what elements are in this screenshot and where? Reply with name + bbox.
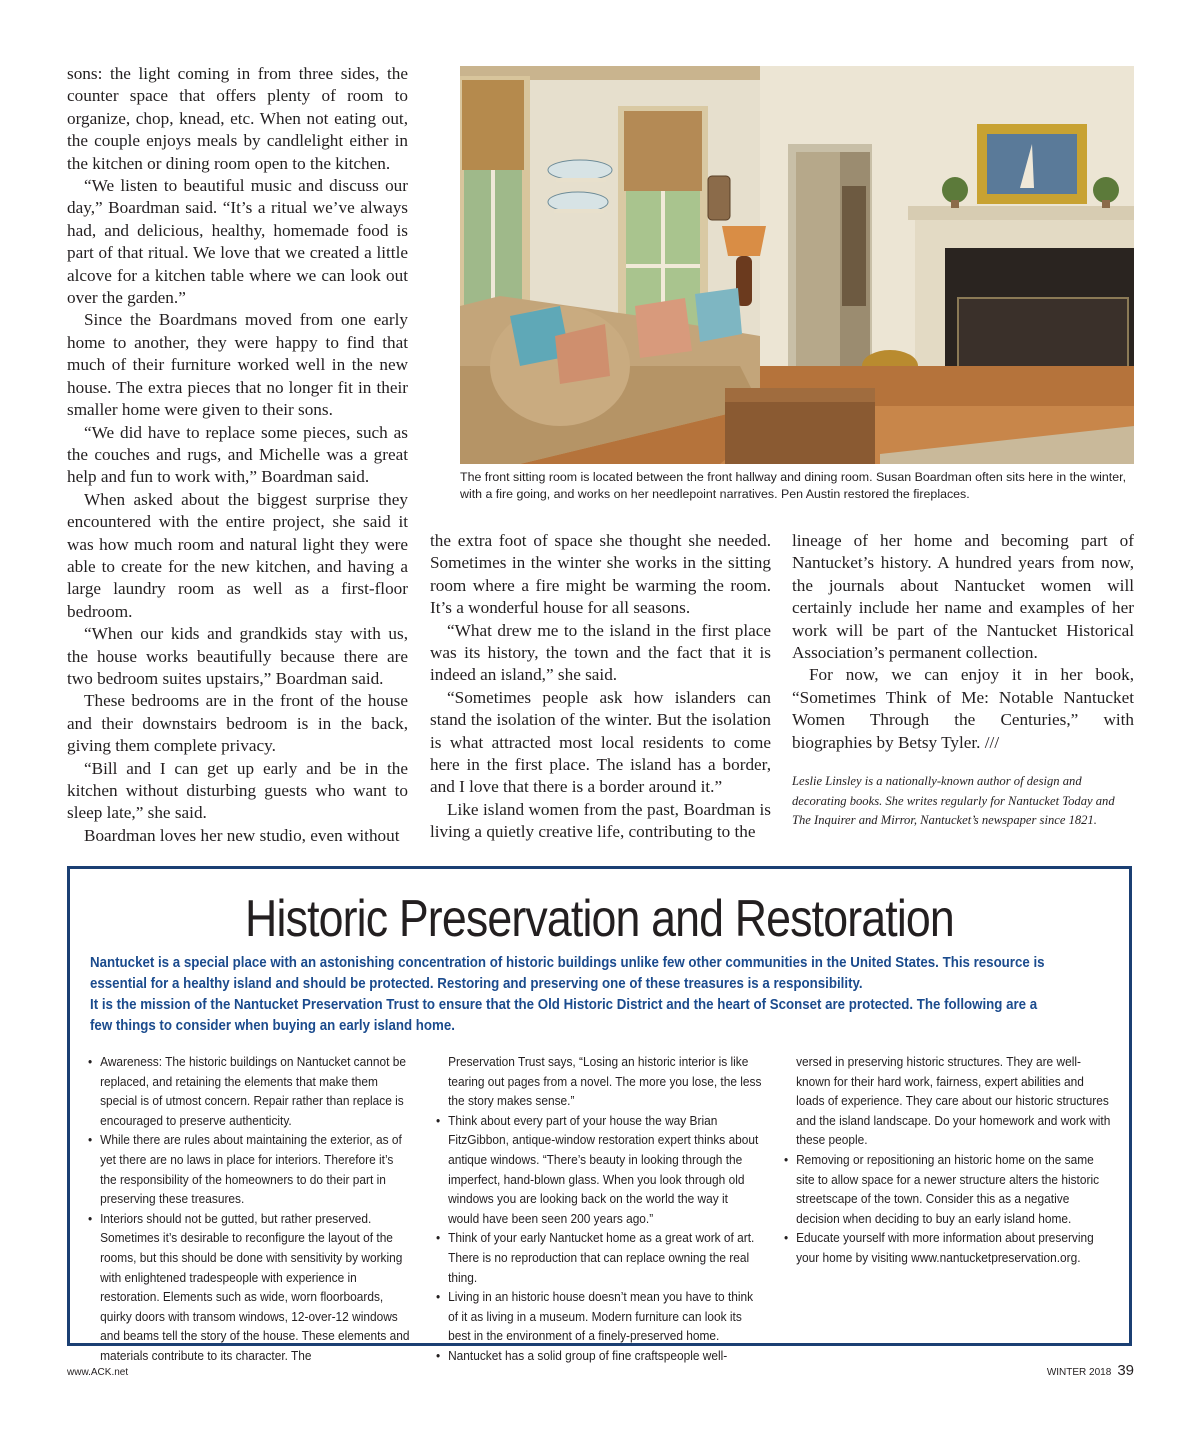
sidebar-column-3 <box>784 1052 1115 1268</box>
list-item: • Living in an historic house doesn’t mean you have to think of it as living in a museum. Modern furniture can look its best in the environment of a finely-preserved home. <box>436 1287 762 1346</box>
footer-issue <box>1047 1362 1134 1379</box>
author-bio: Leslie Linsley is a nationally-known author of design and decorating books. She writes regularly for Nantucket Today and The Inquirer and Mirror, Nantucket’s newspaper since 1821. <box>792 774 1115 828</box>
paragraph: lineage of her home and becoming part of Nantucket’s history. A hundred years from now, the journals about Nantucket women will certainly include her name and examples of her work will be part of the Nantucket Historical Association’s permanent collection. <box>792 531 1134 663</box>
article-column-2 <box>430 530 771 844</box>
paragraph: These bedrooms are in the front of the house and their downstairs bedroom is in the back, giving them complete privacy. <box>67 691 408 756</box>
intro-paragraph: Nantucket is a special place with an astonishing concentration of historic buildings unlike few other communities in the United States. This resource is essential for a healthy island and should be protected. Restoring and preserving one of these treasures is a responsibility. <box>90 955 1045 992</box>
paragraph: “What drew me to the island in the first place was its history, the town and the fact that it is indeed an island,” she said. <box>430 620 771 685</box>
article-column-3 <box>792 530 1134 831</box>
list-item: versed in preserving historic structures. They are well-known for their hard work, fairness, expert abilities and loads of experience. They care about our historic structures and the island landscape. Do your homework and work with these people. <box>796 1054 1111 1148</box>
paragraph: the extra foot of space she thought she needed. Sometimes in the winter she works in the sitting room where a fire might be warming the room. It’s a wonderful house for all seasons. <box>430 531 771 618</box>
article-column-1 <box>67 63 408 847</box>
sitting-room-photo <box>460 66 1134 464</box>
page-number: 39 <box>1117 1362 1134 1379</box>
paragraph: “When our kids and grandkids stay with us, the house works beautifully because there are two bedroom suites upstairs,” Boardman said. <box>67 624 408 688</box>
paragraph: “We listen to beautiful music and discuss our day,” Boardman said. “It’s a ritual we’ve always had, and delicious, healthy, homemade food is part of that ritual. We love that we created a little alcove for a kitchen table where we can look out over the garden.” <box>67 176 408 308</box>
list-item: • Think of your early Nantucket home as a great work of art. There is no reproduction that can replace owning the real thing. <box>436 1228 762 1287</box>
sidebar-title: Historic Preservation and Restoration <box>245 890 954 948</box>
paragraph: When asked about the biggest surprise they encountered with the entire project, she said it was how much room and natural light they were able to create for the new kitchen, and having a large laundry room as well as a first-floor bedroom. <box>67 489 408 621</box>
paragraph: For now, we can enjoy it in her book, “Sometimes Think of Me: Notable Nantucket Women Through the Centuries,” with biographies by Betsy Tyler. /// <box>792 665 1134 752</box>
intro-paragraph: It is the mission of the Nantucket Preservation Trust to ensure that the Old Historic District and the heart of Sconset are protected. The following are a few things to consider when buying an early island home. <box>90 997 1038 1034</box>
preservation-sidebar <box>67 866 1132 1363</box>
paragraph: Like island women from the past, Boardman is living a quietly creative life, contributing to the <box>430 799 771 842</box>
sitting-room-illustration <box>460 66 1134 464</box>
sidebar-column-2 <box>436 1052 762 1366</box>
sidebar-column-1 <box>88 1052 412 1366</box>
paragraph: Since the Boardmans moved from one early home to another, they were happy to find that much of their furniture worked well in the new house. The extra pieces that no longer fit in their smaller home were given to their sons. <box>67 310 408 420</box>
photo-caption: The front sitting room is located between the front hallway and dining room. Susan Boardman often sits here in the winter, with a fire going, and works on her needlepoint narratives. Pen Austin restored the fireplaces. <box>460 470 1127 501</box>
list-item: • Awareness: The historic buildings on Nantucket cannot be replaced, and retaining the elements that make them special is of utmost concern. Repair rather than replace is encouraged to preserve authenticity. <box>88 1052 412 1130</box>
footer-website: www.ACK.net <box>67 1367 129 1378</box>
paragraph: sons: the light coming in from three sides, the counter space that offers plenty of room to organize, chop, knead, etc. When not eating out, the couple enjoys meals by candlelight either in the kitchen or dining room open to the kitchen. <box>67 64 408 173</box>
paragraph: Boardman loves her new studio, even without <box>84 825 400 845</box>
list-item: Preservation Trust says, “Losing an historic interior is like tearing out pages from a novel. The more you lose, the less the story makes sense.” <box>448 1054 762 1109</box>
list-item: • Educate yourself with more information about preserving your home by visiting www.nantucketpreservation.org. <box>784 1228 1115 1267</box>
paragraph: “We did have to replace some pieces, such as the couches and rugs, and Michelle was a great help and fun to work with,” Boardman said. <box>67 422 408 487</box>
list-item: • Nantucket has a solid group of fine craftspeople well- <box>436 1346 762 1366</box>
list-item: • Interiors should not be gutted, but rather preserved. Sometimes it’s desirable to reconfigure the layout of the rooms, but this should be done with sensitivity by working with enlightened tradespeople with experience in restoration. Elements such as wide, worn floorboards, quirky doors with transom windows, 12-over-12 windows and beams tell the story of the house. These elements and materials contribute to its character. The <box>88 1209 412 1366</box>
list-item: • Removing or repositioning an historic home on the same site to allow space for a newer structure alters the historic streetscape of the town. Consider this as a negative decision when deciding to buy an early island home. <box>784 1150 1115 1228</box>
sidebar-intro <box>90 953 1048 1037</box>
list-item: • Think about every part of your house the way Brian FitzGibbon, antique-window restoration expert thinks about antique windows. “There’s beauty in looking through the imperfect, hand-blown glass. When you look through old windows you are looking back on the world the way it would have been seen 200 years ago.” <box>436 1111 762 1229</box>
paragraph: “Sometimes people ask how islanders can stand the isolation of the winter. But the isolation is what attracted most local residents to come here in the first place. The island has a border, and I love that there is a border around it.” <box>430 687 771 797</box>
list-item: • While there are rules about maintaining the exterior, as of yet there are no laws in place for interiors. Therefore it’s the responsibility of the homeowners to do their part in preserving these treasures. <box>88 1130 412 1208</box>
issue-label: WINTER 2018 <box>1046 1367 1112 1378</box>
paragraph: “Bill and I can get up early and be in the kitchen without disturbing guests who want to sleep late,” she said. <box>67 758 408 823</box>
